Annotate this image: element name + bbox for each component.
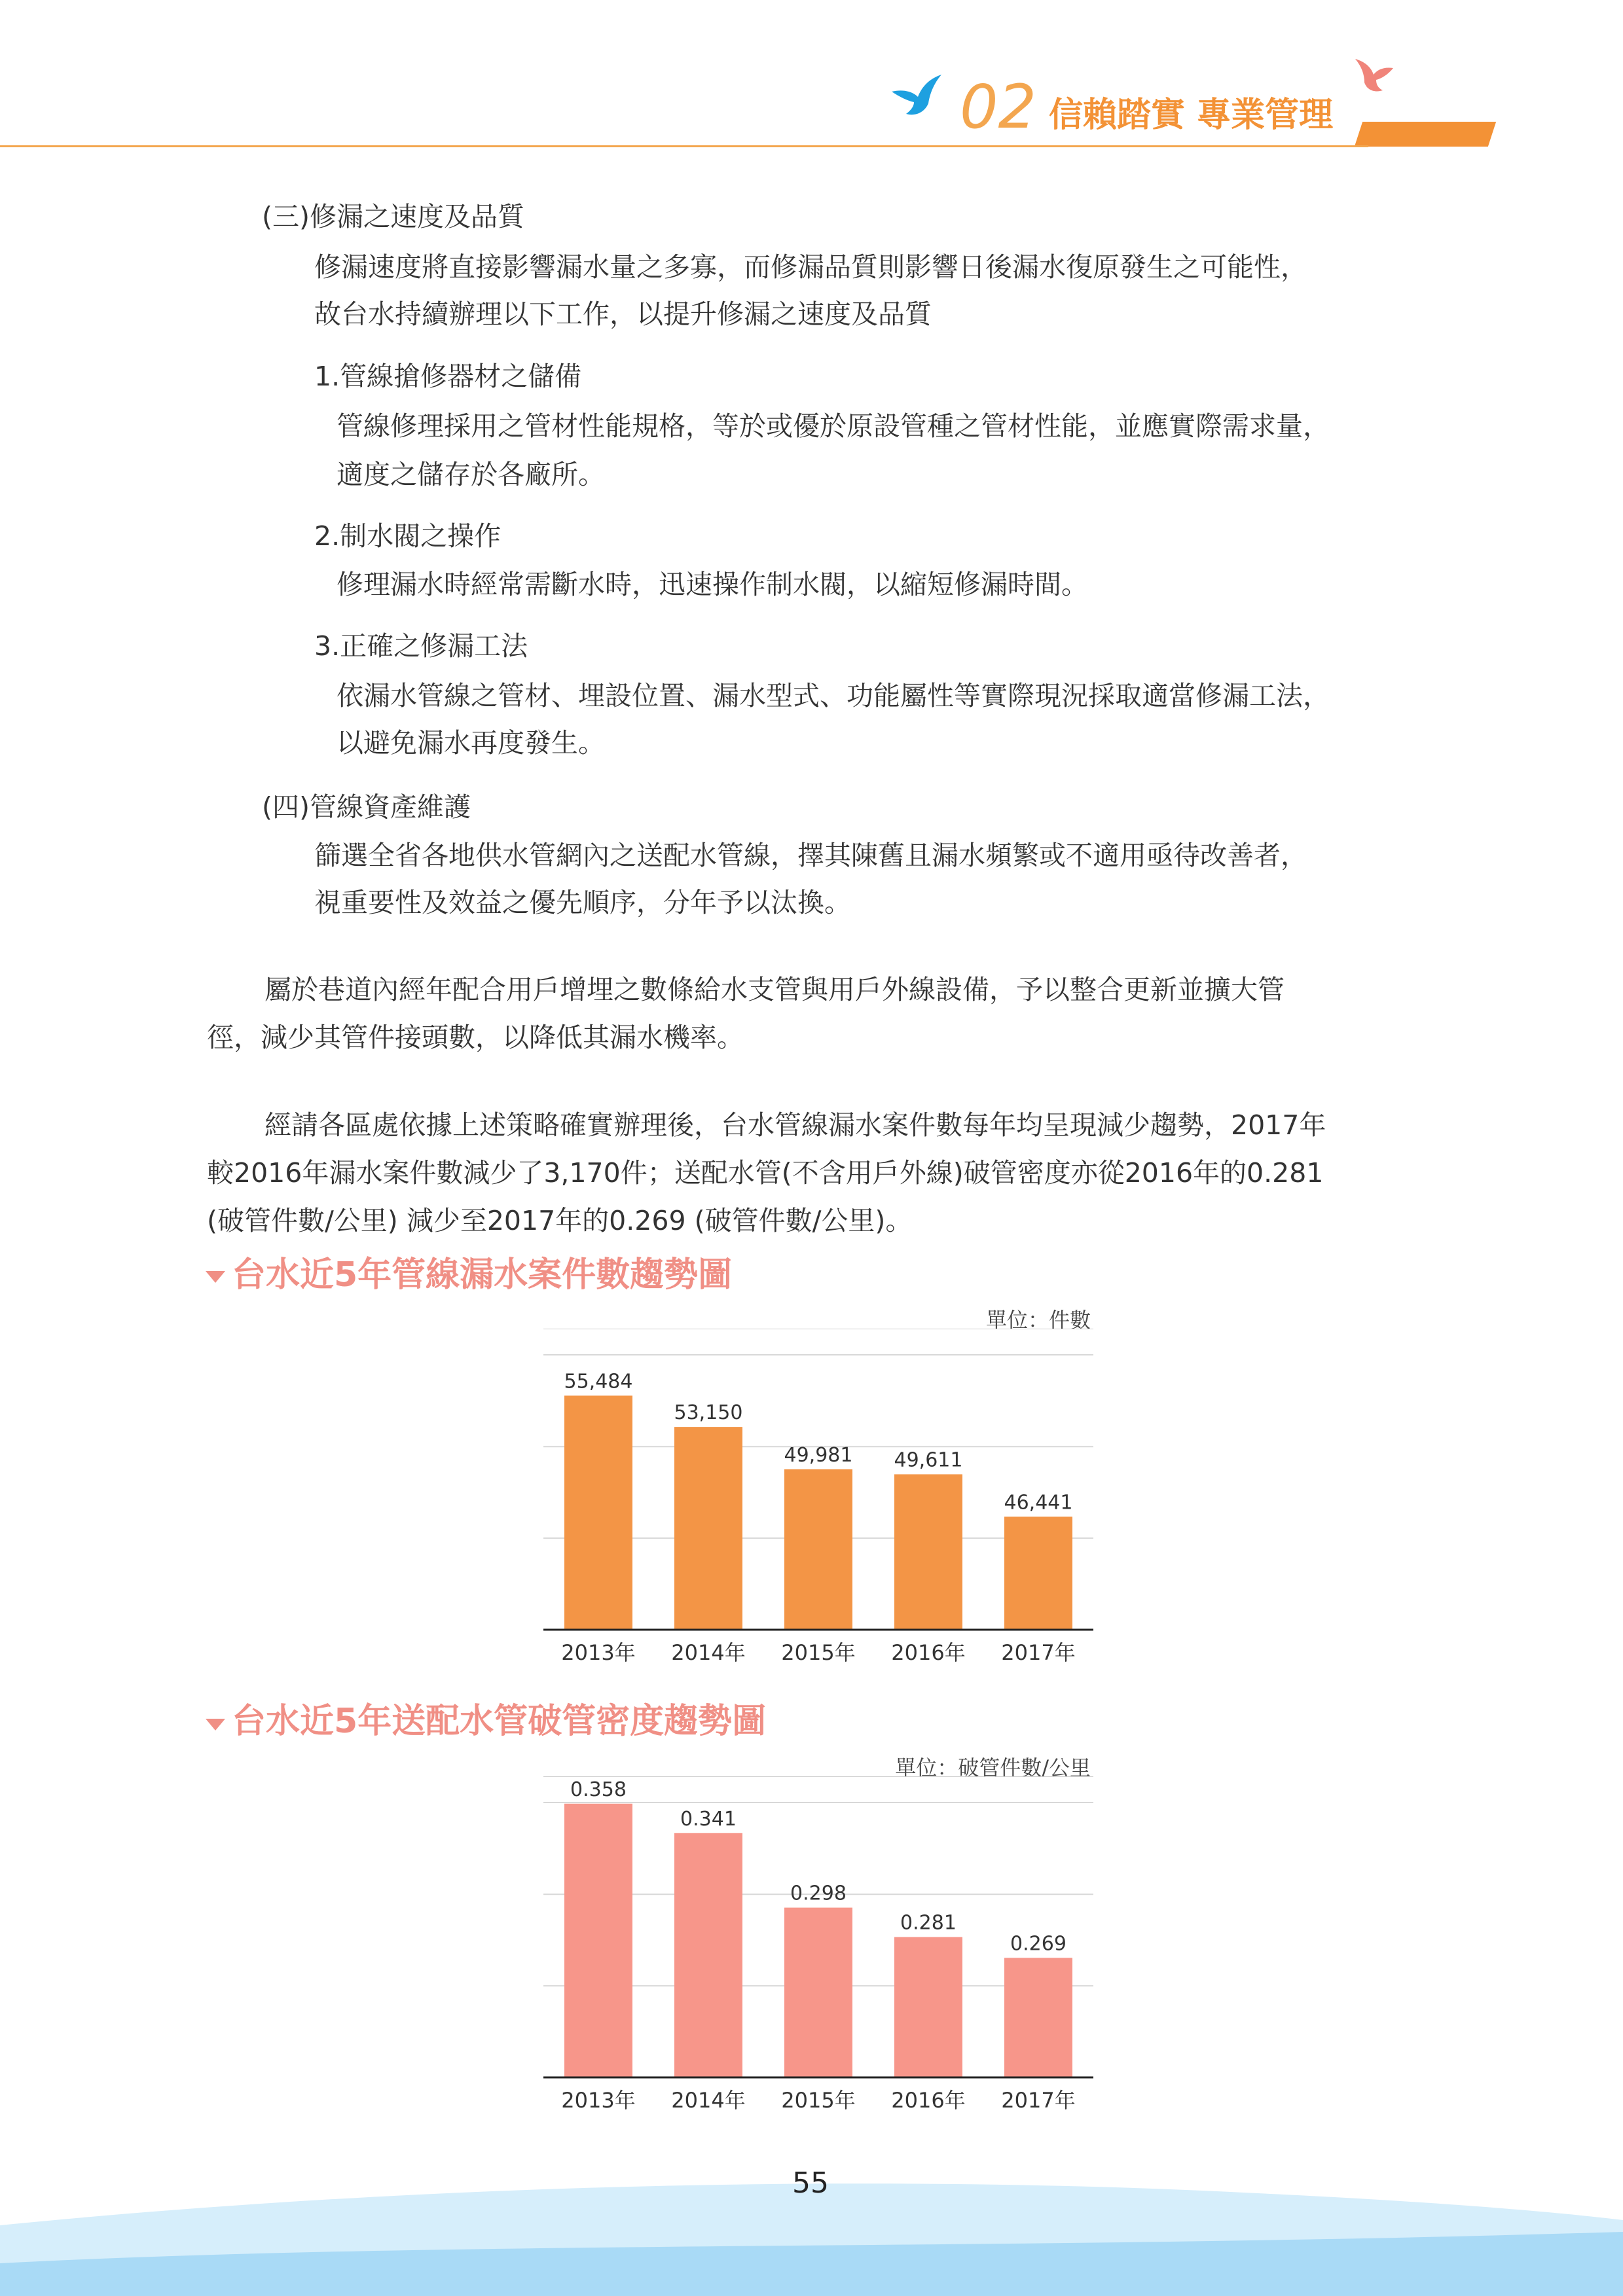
chart-2-value-label: 0.358 bbox=[570, 1778, 627, 1801]
paragraph-1-line2: 徑，減少其管件接頭數，以降低其漏水機率。 bbox=[207, 1022, 744, 1053]
item-1-text-line1: 管線修理採用之管材性能規格，等於或優於原設管種之管材性能，並應實際需求量， bbox=[337, 410, 1330, 442]
chapter-title: 信賴踏實 專業管理 bbox=[1049, 96, 1334, 135]
chart-1-bar bbox=[1004, 1516, 1072, 1630]
chart-2-value-label: 0.341 bbox=[680, 1807, 737, 1831]
chart-2-marker-icon bbox=[206, 1719, 225, 1731]
paragraph-1-line1: 屬於巷道內經年配合用戶增埋之數條給水支管與用戶外線設備，予以整合更新並擴大管 bbox=[264, 974, 1285, 1005]
item-3-text-line2: 以避免漏水再度發生。 bbox=[337, 727, 605, 759]
chart-1-value-label: 49,981 bbox=[784, 1443, 853, 1467]
section-4-title: (四)管線資產維護 bbox=[262, 791, 471, 823]
chart-2-value-label: 0.298 bbox=[790, 1882, 847, 1905]
chart-1-category-label: 2013年 bbox=[561, 1640, 636, 1665]
chart-1-category-label: 2016年 bbox=[891, 1640, 966, 1665]
chart-1-category-label: 2015年 bbox=[781, 1640, 856, 1665]
chart-1-bar bbox=[894, 1475, 962, 1630]
page-number: 55 bbox=[792, 2166, 829, 2200]
section-4-text-line2: 視重要性及效益之優先順序，分年予以汰換。 bbox=[314, 887, 851, 918]
chart-2-category-label: 2016年 bbox=[891, 2088, 966, 2113]
header-accent-band bbox=[1355, 122, 1496, 147]
item-3-title: 3.正確之修漏工法 bbox=[314, 630, 528, 662]
chart-1-category-label: 2017年 bbox=[1001, 1640, 1076, 1665]
item-3-text-line1: 依漏水管線之管材、埋設位置、漏水型式、功能屬性等實際現況採取適當修漏工法， bbox=[337, 680, 1330, 711]
chart-1-bar bbox=[784, 1469, 852, 1630]
chart-2-category-label: 2013年 bbox=[561, 2088, 636, 2113]
section-3-text-line1: 修漏速度將直接影響漏水量之多寡，而修漏品質則影響日後漏水復原發生之可能性， bbox=[314, 251, 1307, 283]
chart-1-value-label: 53,150 bbox=[674, 1401, 743, 1425]
chart-2-value-label: 0.269 bbox=[1010, 1932, 1067, 1956]
blue-bird-icon bbox=[890, 72, 943, 118]
paragraph-2-line3: (破管件數/公里) 減少至2017年的0.269 (破管件數/公里)。 bbox=[207, 1205, 913, 1236]
chart-2-bar bbox=[564, 1804, 632, 2077]
chart-2-category-label: 2017年 bbox=[1001, 2088, 1076, 2113]
item-2-text-line1: 修理漏水時經常需斷水時，迅速操作制水閥，以縮短修漏時間。 bbox=[337, 569, 1088, 600]
paragraph-2-line2: 較2016年漏水案件數減少了3,170件；送配水管(不含用戶外線)破管密度亦從2016年的0.281 bbox=[207, 1157, 1324, 1189]
chart-2-category-label: 2015年 bbox=[781, 2088, 856, 2113]
paragraph-2-line1: 經請各區處依據上述策略確實辦理後，台水管線漏水案件數每年均呈現減少趨勢，2017年 bbox=[264, 1109, 1326, 1141]
chart-1-marker-icon bbox=[206, 1271, 225, 1283]
chart-2-bar bbox=[894, 1937, 962, 2077]
chart-1-category-label: 2014年 bbox=[671, 1640, 746, 1665]
section-3-text-line2: 故台水持續辦理以下工作，以提升修漏之速度及品質 bbox=[314, 298, 932, 330]
header-rule bbox=[0, 145, 1368, 147]
section-4-text-line1: 篩選全省各地供水管網內之送配水管線，擇其陳舊且漏水頻繁或不適用亟待改善者， bbox=[314, 840, 1307, 871]
chart-2-bar bbox=[674, 1833, 742, 2077]
chart-1-unit: 單位：件數 bbox=[985, 1308, 1091, 1333]
chart-2-category-label: 2014年 bbox=[671, 2088, 746, 2113]
chart-1-title: 台水近5年管線漏水案件數趨勢圖 bbox=[232, 1255, 733, 1295]
chart-2-title: 台水近5年送配水管破管密度趨勢圖 bbox=[232, 1702, 767, 1741]
chart-1-value-label: 49,611 bbox=[894, 1448, 963, 1472]
item-1-text-line2: 適度之儲存於各廠所。 bbox=[337, 459, 605, 490]
chart-2-value-label: 0.281 bbox=[900, 1911, 957, 1935]
chart-1-value-label: 46,441 bbox=[1004, 1491, 1073, 1515]
chart-1-bar bbox=[564, 1395, 632, 1630]
chart-2-unit: 單位：破管件數/公里 bbox=[895, 1755, 1091, 1780]
item-2-title: 2.制水閥之操作 bbox=[314, 520, 501, 552]
chapter-number: 02 bbox=[960, 72, 1037, 142]
item-1-title: 1.管線搶修器材之儲備 bbox=[314, 361, 582, 392]
chart-2-bar bbox=[784, 1908, 852, 2077]
chart-2-bar bbox=[1004, 1958, 1072, 2077]
chart-2-svg bbox=[537, 1776, 1113, 2117]
chart-1-value-label: 55,484 bbox=[564, 1370, 633, 1393]
section-3-title: (三)修漏之速度及品質 bbox=[262, 201, 524, 232]
chart-1-svg bbox=[537, 1329, 1113, 1669]
chart-1-bar bbox=[674, 1427, 742, 1630]
pink-bird-icon bbox=[1349, 56, 1395, 94]
